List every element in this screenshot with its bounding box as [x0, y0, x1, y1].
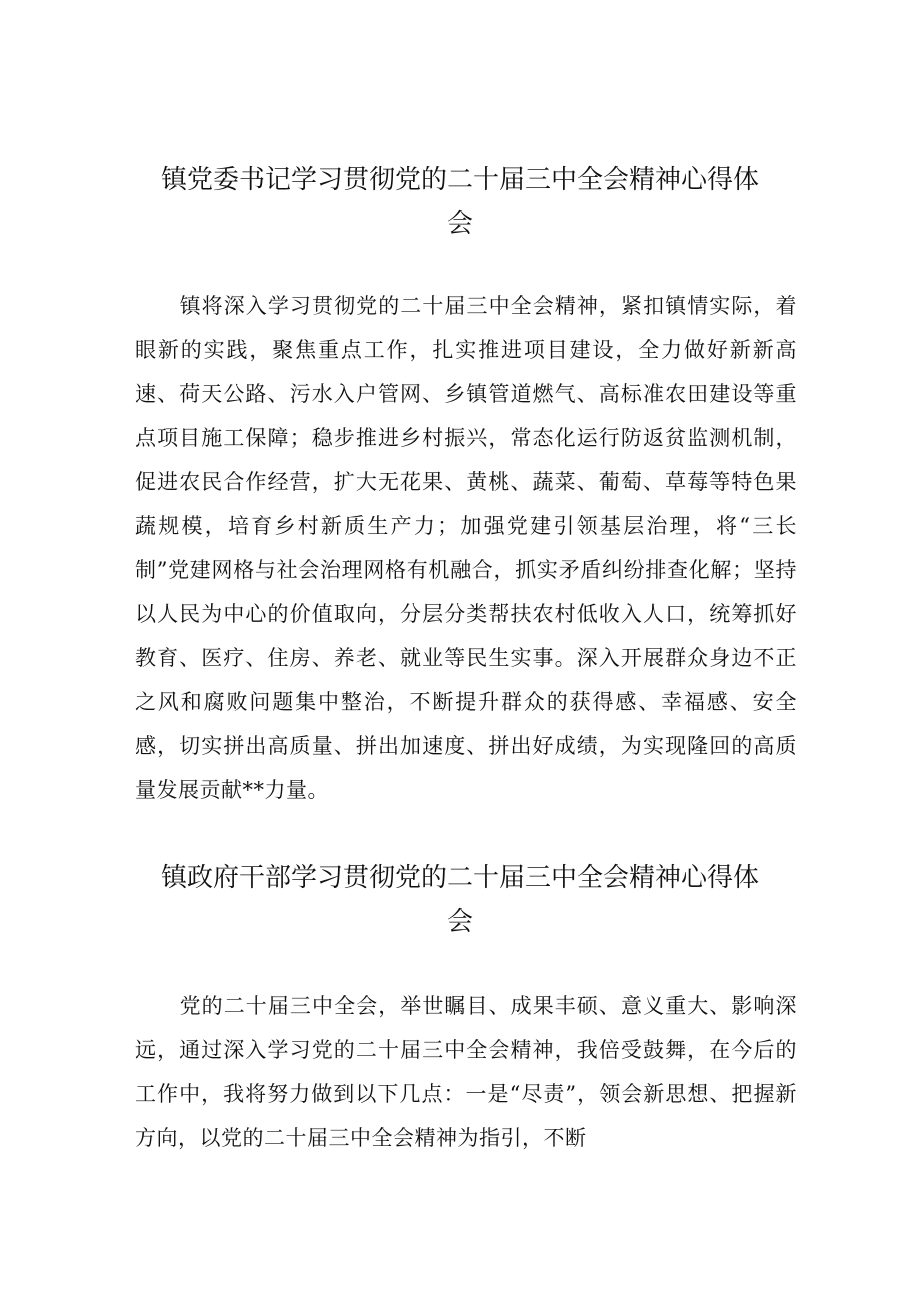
article-title: [0, 158, 920, 246]
article-paragraph: [135, 284, 797, 812]
article-title-line-1: 镇政府干部学习贯彻党的二十届三中全会精神心得体: [160, 863, 759, 893]
article-section: [0, 158, 920, 802]
article-title-line-2: 会: [446, 907, 473, 937]
article-section: [0, 856, 920, 1150]
article-title-line-1: 镇党委书记学习贯彻党的二十届三中全会精神心得体: [160, 165, 759, 195]
article-title: [0, 856, 920, 944]
article-paragraph-text: 党的二十届三中全会，举世瞩目、成果丰硕、意义重大、影响深远，通过深入学习党的二十届三中全会精神，我倍受鼓舞，在今后的工作中，我将努力做到以下几点：一是“尽责”，领会新思想、把握新方向，以党的二十届三中全会精神为指引，不断: [135, 994, 797, 1150]
article-paragraph-text: 镇将深入学习贯彻党的二十届三中全会精神，紧扣镇情实际，着眼新的实践，聚焦重点工作，扎实推进项目建设，全力做好新新高速、荷天公路、污水入户管网、乡镇管道燃气、高标准农田建设等重点项目施工保障；稳步推进乡村振兴，常态化运行防返贫监测机制，促进农民合作经营，扩大无花果、黄桃、蔬菜、葡萄、草莓等特色果蔬规模，培育乡村新质生产力；加强党建引领基层治理，将“三长制”党建网格与社会治理网格有机融合，抓实矛盾纠纷排查化解；坚持以人民为中心的价值取向，分层分类帮扶农村低收入人口，统筹抓好教育、医疗、住房、养老、就业等民生实事。深入开展群众身边不正之风和腐败问题集中整治，不断提升群众的获得感、幸福感、安全感，切实拼出高质量、拼出加速度、拼出好成绩，为实现隆回的高质量发展贡献**力量。: [135, 294, 797, 802]
article-title-line-2: 会: [446, 209, 473, 239]
article-paragraph: [135, 984, 797, 1160]
